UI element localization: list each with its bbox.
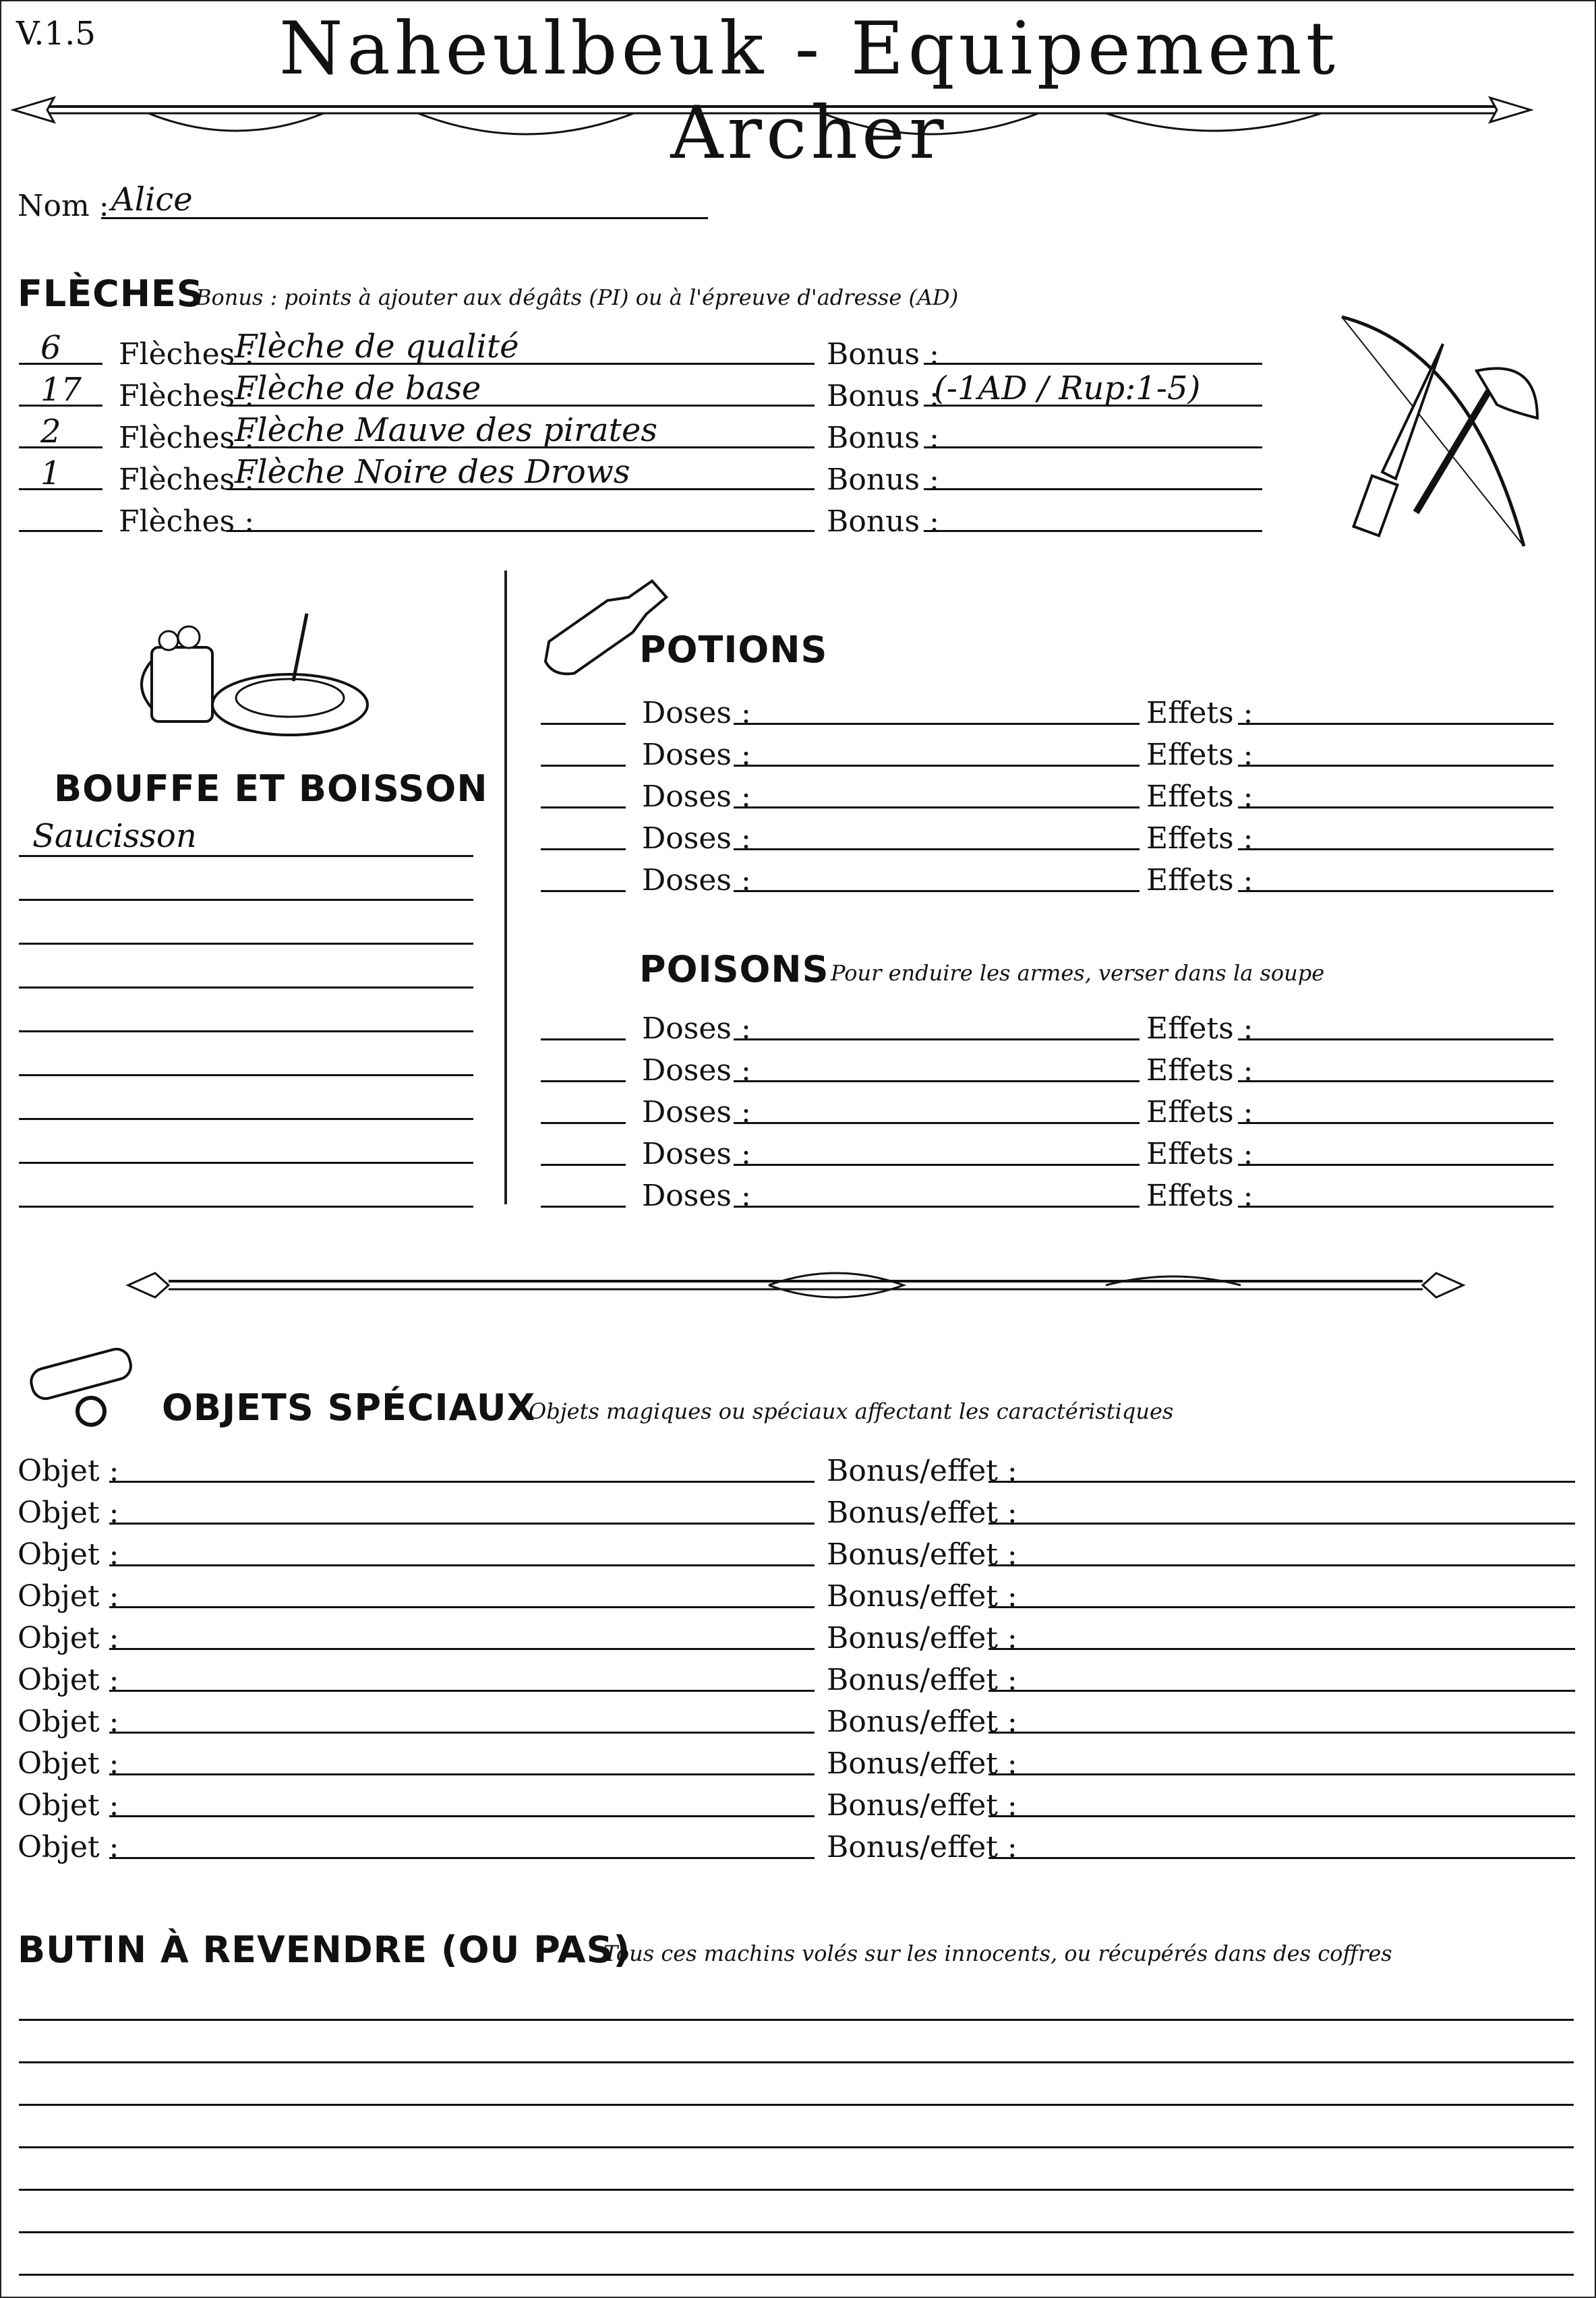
nom-value[interactable]: Alice — [111, 181, 193, 218]
objet-bonus-label: Bonus/effet : — [827, 1705, 1017, 1739]
poisons-doses-field[interactable] — [734, 1122, 1140, 1124]
fleches-name-field[interactable] — [227, 530, 815, 532]
fleches-label: Flèches : — [119, 337, 255, 372]
poisons-doses-field[interactable] — [734, 1038, 1140, 1040]
potions-doses-field[interactable] — [734, 765, 1140, 767]
objet-label: Objet : — [18, 1830, 119, 1864]
poisons-effets-field[interactable] — [1238, 1038, 1554, 1040]
objet-bonus-label: Bonus/effet : — [827, 1788, 1017, 1823]
objet-bonus-field[interactable] — [988, 1481, 1575, 1483]
butin-subtitle: Tous ces machins volés sur les innocents, ou récupérés dans des coffres — [603, 1941, 1392, 1966]
potions-qty-field[interactable] — [541, 723, 626, 725]
potions-effets-label: Effets : — [1146, 821, 1253, 856]
poisons-effets-label: Effets : — [1146, 1179, 1253, 1213]
fleches-label: Flèches : — [119, 504, 255, 539]
bouffe-item-value[interactable]: Saucisson — [32, 817, 197, 855]
bouffe-line[interactable] — [19, 1162, 473, 1164]
fleches-bonus-field[interactable] — [924, 446, 1262, 448]
potions-doses-field[interactable] — [734, 890, 1140, 892]
objet-label: Objet : — [18, 1705, 119, 1739]
poisons-doses-field[interactable] — [734, 1164, 1140, 1166]
poisons-doses-label: Doses : — [642, 1179, 751, 1213]
fleches-label: Flèches : — [119, 421, 255, 455]
objet-field[interactable] — [109, 1606, 815, 1608]
objet-bonus-label: Bonus/effet : — [827, 1496, 1017, 1530]
objet-label: Objet : — [18, 1496, 119, 1530]
butin-line[interactable] — [19, 2231, 1574, 2233]
potions-effets-label: Effets : — [1146, 779, 1253, 814]
potions-qty-field[interactable] — [541, 765, 626, 767]
poisons-doses-field[interactable] — [734, 1080, 1140, 1082]
butin-line[interactable] — [19, 2019, 1574, 2021]
potions-doses-field[interactable] — [734, 848, 1140, 850]
potions-effets-field[interactable] — [1238, 723, 1554, 725]
potions-effets-label: Effets : — [1146, 863, 1253, 897]
fleches-subtitle: Bonus : points à ajouter aux dégâts (PI) ou à l'épreuve d'adresse (AD) — [196, 285, 959, 310]
bouffe-heading: BOUFFE ET BOISSON — [54, 767, 488, 810]
potions-qty-field[interactable] — [541, 848, 626, 850]
arrow-ornament-icon — [13, 81, 1531, 148]
objet-bonus-field[interactable] — [988, 1648, 1575, 1650]
poisons-doses-label: Doses : — [642, 1137, 751, 1171]
fleches-bonus-field[interactable] — [924, 530, 1262, 532]
bouffe-line[interactable] — [19, 986, 473, 989]
poisons-subtitle: Pour enduire les armes, verser dans la soupe — [831, 960, 1325, 986]
potions-doses-field[interactable] — [734, 806, 1140, 808]
poisons-qty-field[interactable] — [541, 1080, 626, 1082]
butin-line[interactable] — [19, 2189, 1574, 2191]
fleches-qty-value[interactable]: 17 — [40, 371, 82, 409]
poisons-doses-field[interactable] — [734, 1206, 1140, 1208]
objet-field[interactable] — [109, 1815, 815, 1817]
objet-bonus-field[interactable] — [988, 1523, 1575, 1525]
potions-heading: POTIONS — [639, 628, 828, 671]
poisons-effets-label: Effets : — [1146, 1011, 1253, 1046]
fleches-bonus-value[interactable]: (-1AD / Rup:1-5) — [934, 370, 1201, 407]
butin-line[interactable] — [19, 2146, 1574, 2148]
page-title: Naheulbeuk - Equipement Archer — [278, 7, 1340, 175]
poisons-effets-field[interactable] — [1238, 1164, 1554, 1166]
objet-field[interactable] — [109, 1564, 815, 1566]
potions-effets-field[interactable] — [1238, 765, 1554, 767]
fleches-qty-field[interactable] — [19, 530, 102, 532]
objet-bonus-label: Bonus/effet : — [827, 1579, 1017, 1614]
poisons-effets-field[interactable] — [1238, 1080, 1554, 1082]
potions-doses-label: Doses : — [642, 863, 751, 897]
fleches-bonus-label: Bonus : — [827, 504, 939, 539]
butin-line[interactable] — [19, 2061, 1574, 2063]
fleches-name-value[interactable]: Flèche Noire des Drows — [235, 453, 630, 491]
objet-field[interactable] — [109, 1773, 815, 1775]
potions-doses-label: Doses : — [642, 696, 751, 730]
fleches-heading: FLÈCHES — [18, 272, 204, 315]
version-label: V.1.5 — [16, 15, 96, 53]
fleches-qty-value[interactable]: 2 — [40, 413, 61, 450]
objets-subtitle: Objets magiques ou spéciaux affectant les caractéristiques — [529, 1398, 1174, 1424]
poisons-qty-field[interactable] — [541, 1038, 626, 1040]
fleches-name-value[interactable]: Flèche de base — [235, 370, 481, 407]
fleches-label: Flèches : — [119, 463, 255, 497]
food-drink-illustration-icon — [138, 607, 367, 742]
objet-bonus-label: Bonus/effet : — [827, 1454, 1017, 1488]
fleches-bonus-label: Bonus : — [827, 463, 939, 497]
objet-field[interactable] — [109, 1690, 815, 1692]
potions-effets-field[interactable] — [1238, 848, 1554, 850]
potions-doses-label: Doses : — [642, 779, 751, 814]
potions-effets-field[interactable] — [1238, 806, 1554, 808]
objet-bonus-label: Bonus/effet : — [827, 1621, 1017, 1655]
poisons-effets-label: Effets : — [1146, 1137, 1253, 1171]
objet-label: Objet : — [18, 1621, 119, 1655]
potions-effets-label: Effets : — [1146, 696, 1253, 730]
poisons-doses-label: Doses : — [642, 1095, 751, 1129]
poisons-qty-field[interactable] — [541, 1164, 626, 1166]
objet-bonus-label: Bonus/effet : — [827, 1830, 1017, 1864]
objet-bonus-label: Bonus/effet : — [827, 1746, 1017, 1781]
potions-qty-field[interactable] — [541, 806, 626, 808]
objet-field[interactable] — [109, 1732, 815, 1734]
scroll-ring-icon — [17, 1338, 165, 1433]
objet-bonus-field[interactable] — [988, 1690, 1575, 1692]
fleches-name-value[interactable]: Flèche de qualité — [235, 328, 519, 365]
potions-doses-field[interactable] — [734, 723, 1140, 725]
fleches-bonus-field[interactable] — [924, 488, 1262, 490]
objet-label: Objet : — [18, 1454, 119, 1488]
objet-field[interactable] — [109, 1481, 815, 1483]
butin-heading: BUTIN À REVENDRE (OU PAS) — [18, 1928, 631, 1971]
objet-bonus-label: Bonus/effet : — [827, 1663, 1017, 1697]
objets-heading: OBJETS SPÉCIAUX — [162, 1386, 536, 1429]
objet-field[interactable] — [109, 1523, 815, 1525]
objet-bonus-field[interactable] — [988, 1773, 1575, 1775]
poisons-doses-label: Doses : — [642, 1011, 751, 1046]
bouffe-line[interactable] — [19, 855, 473, 857]
objet-label: Objet : — [18, 1537, 119, 1572]
poisons-effets-label: Effets : — [1146, 1095, 1253, 1129]
objet-label: Objet : — [18, 1746, 119, 1781]
objet-bonus-field[interactable] — [988, 1606, 1575, 1608]
fleches-bonus-field[interactable] — [924, 363, 1262, 365]
potions-effets-label: Effets : — [1146, 738, 1253, 772]
potions-qty-field[interactable] — [541, 890, 626, 892]
objet-label: Objet : — [18, 1788, 119, 1823]
objet-label: Objet : — [18, 1579, 119, 1614]
bouffe-line[interactable] — [19, 1030, 473, 1032]
potions-doses-label: Doses : — [642, 738, 751, 772]
poisons-doses-label: Doses : — [642, 1053, 751, 1088]
poisons-qty-field[interactable] — [541, 1122, 626, 1124]
fleches-bonus-label: Bonus : — [827, 337, 939, 372]
poisons-qty-field[interactable] — [541, 1206, 626, 1208]
fleches-bonus-label: Bonus : — [827, 421, 939, 455]
objet-label: Objet : — [18, 1663, 119, 1697]
objet-field[interactable] — [109, 1648, 815, 1650]
bouffe-line[interactable] — [19, 943, 473, 945]
column-divider — [504, 570, 507, 1204]
poisons-effets-label: Effets : — [1146, 1053, 1253, 1088]
poisons-heading: POISONS — [639, 948, 829, 991]
objet-bonus-label: Bonus/effet : — [827, 1537, 1017, 1572]
fleches-qty-value[interactable]: 6 — [40, 329, 61, 367]
bouffe-line[interactable] — [19, 1206, 473, 1208]
potions-effets-field[interactable] — [1238, 890, 1554, 892]
butin-line[interactable] — [19, 2274, 1574, 2276]
fleches-name-value[interactable]: Flèche Mauve des pirates — [235, 411, 657, 449]
fleches-bonus-label: Bonus : — [827, 379, 939, 413]
nom-label: Nom : — [18, 189, 109, 223]
poisons-effets-field[interactable] — [1238, 1206, 1554, 1208]
weapons-illustration-icon — [1322, 310, 1564, 553]
objet-bonus-field[interactable] — [988, 1564, 1575, 1566]
poisons-effets-field[interactable] — [1238, 1122, 1554, 1124]
bouffe-line[interactable] — [19, 1118, 473, 1120]
butin-line[interactable] — [19, 2104, 1574, 2106]
bouffe-line[interactable] — [19, 899, 473, 901]
staff-ornament-icon — [128, 1261, 1463, 1308]
objet-bonus-field[interactable] — [988, 1857, 1575, 1859]
bouffe-line[interactable] — [19, 1074, 473, 1076]
objet-field[interactable] — [109, 1857, 815, 1859]
objet-bonus-field[interactable] — [988, 1732, 1575, 1734]
fleches-label: Flèches : — [119, 379, 255, 413]
fleches-qty-value[interactable]: 1 — [40, 454, 61, 492]
potions-doses-label: Doses : — [642, 821, 751, 856]
objet-bonus-field[interactable] — [988, 1815, 1575, 1817]
